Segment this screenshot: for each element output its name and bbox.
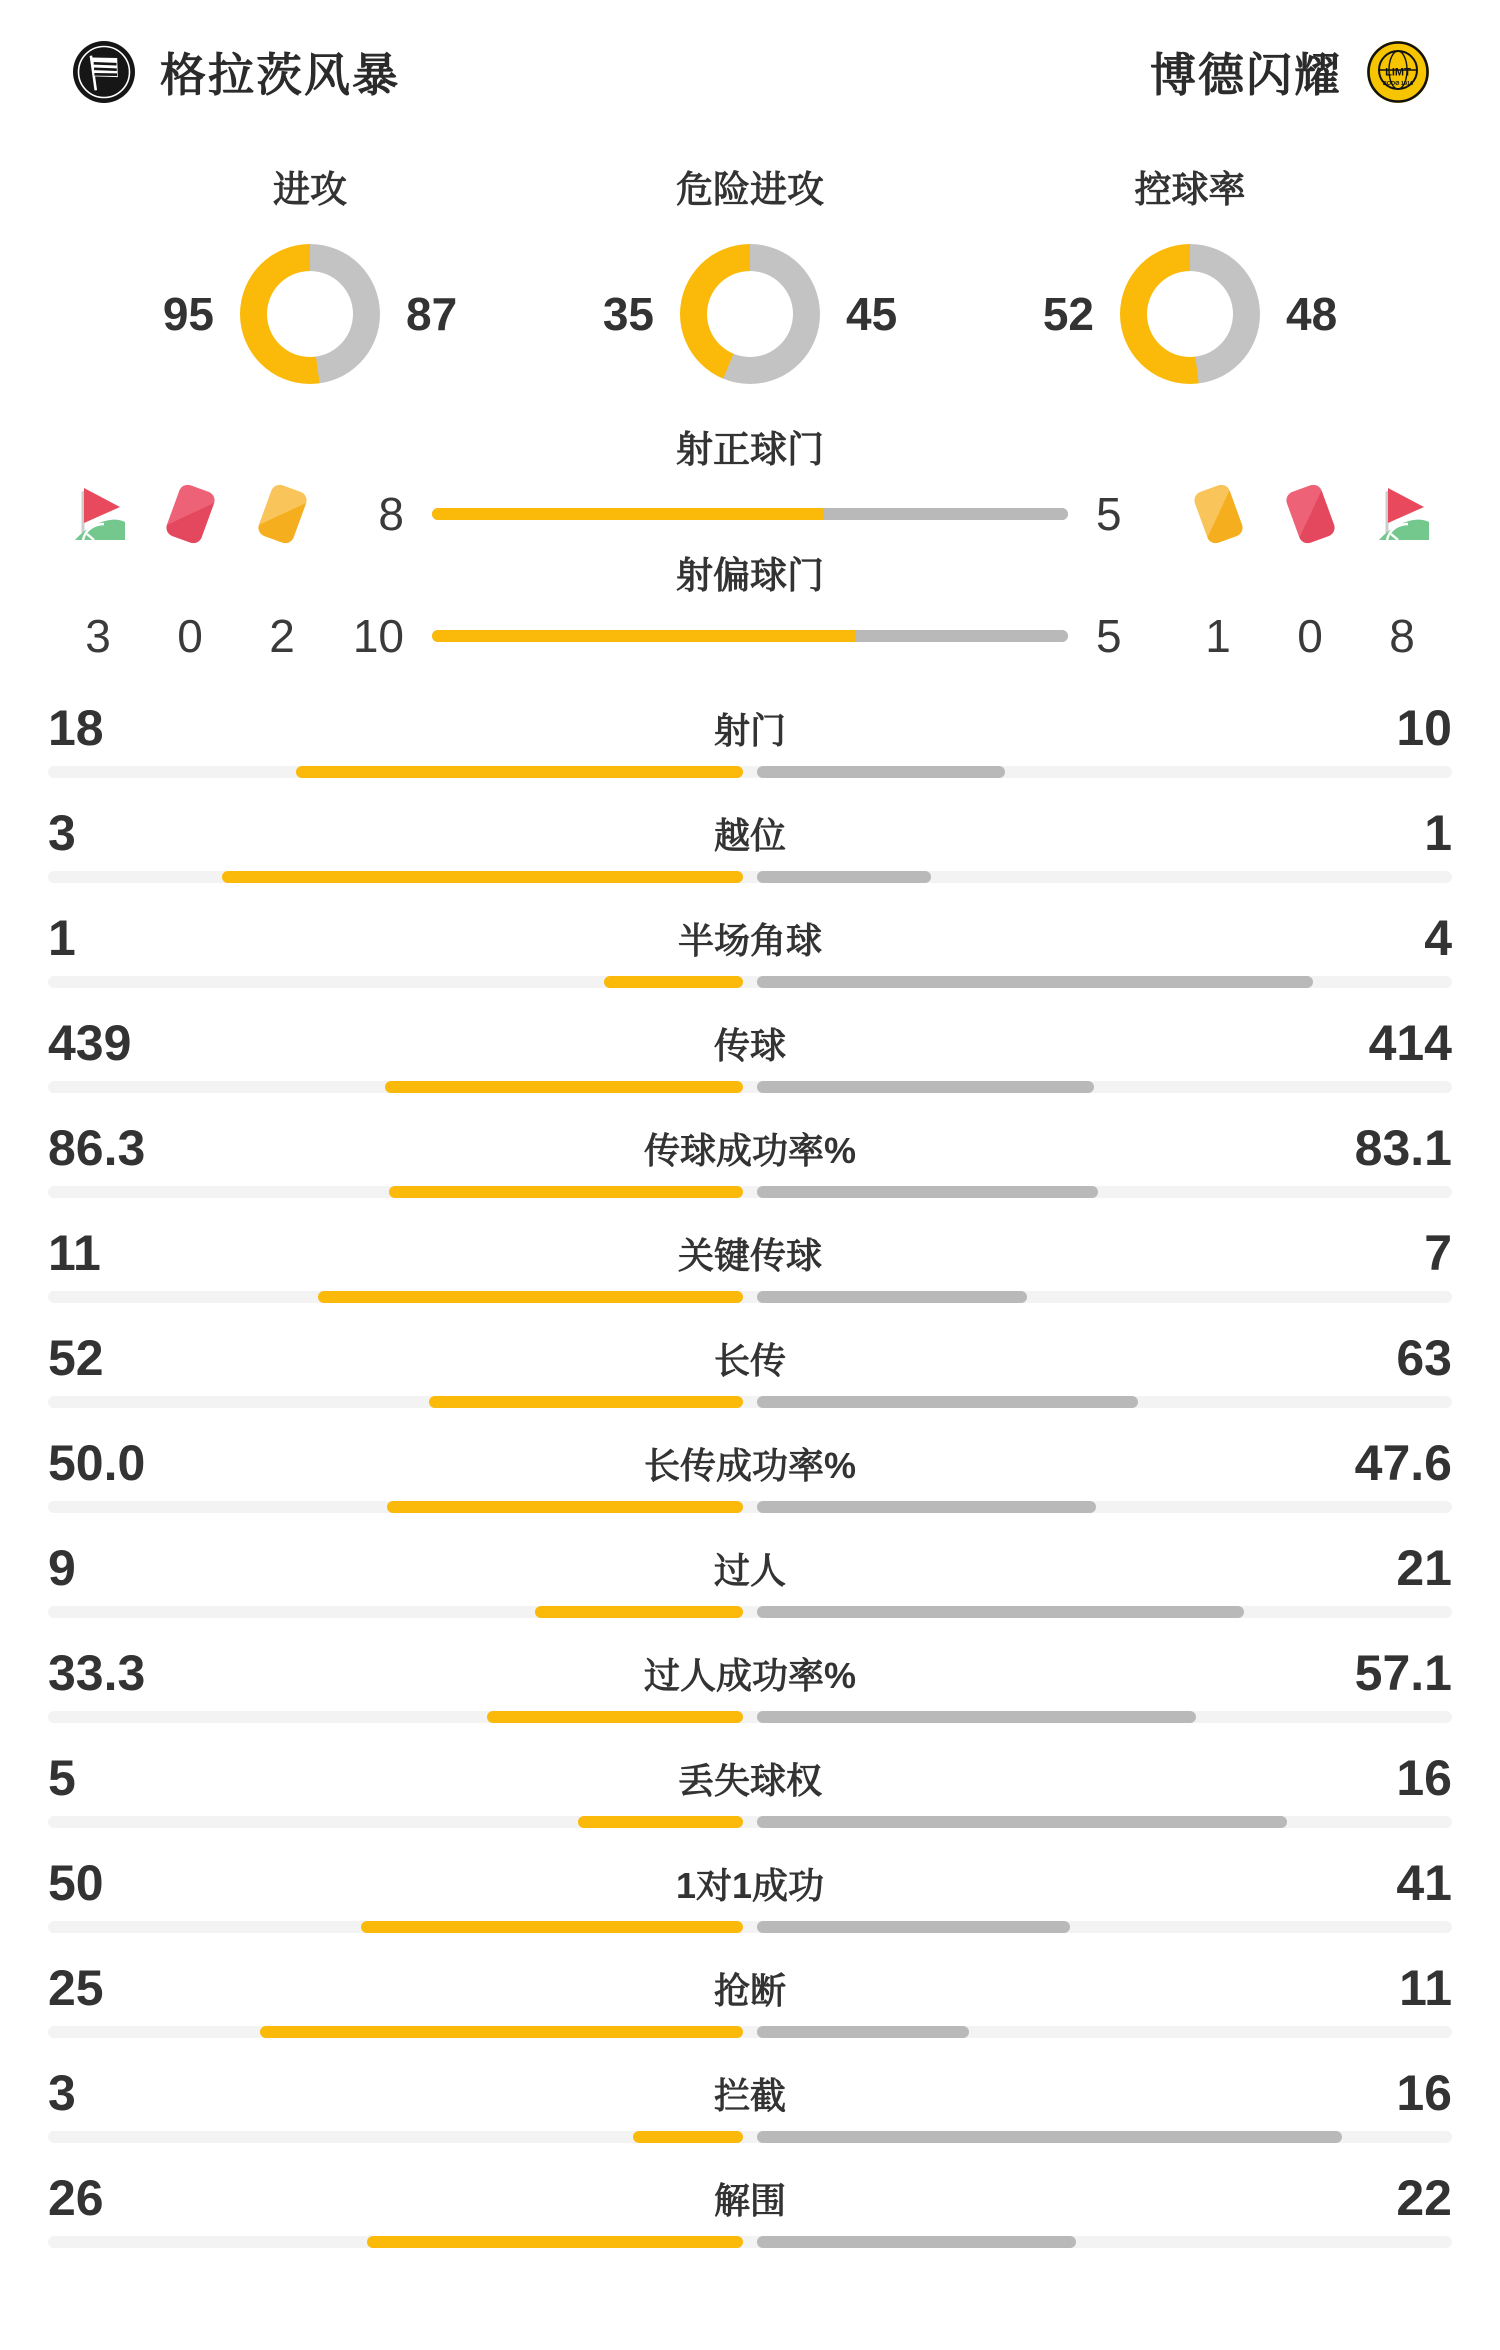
- stat-home-value: 86.3: [48, 1120, 146, 1176]
- shots-on-target-row: [0, 482, 1500, 546]
- stat-away-value: 83.1: [1354, 1120, 1452, 1176]
- away-bar-segment: [757, 1606, 1244, 1618]
- away-bar-segment: [757, 871, 931, 883]
- away-yellow-card-count: 1: [1205, 610, 1231, 662]
- stat-label: 越位: [713, 814, 786, 856]
- away-team[interactable]: [1150, 39, 1430, 105]
- stat-bar-track: [48, 2026, 1452, 2038]
- stat-bar-track: [48, 1186, 1452, 1198]
- away-shots-on-target: 5: [1096, 488, 1122, 540]
- home-bar-segment: [385, 1081, 743, 1093]
- away-bar-segment: [757, 1711, 1196, 1723]
- home-bar-segment: [487, 1711, 743, 1723]
- shots-off-target-bar: [432, 630, 1068, 642]
- stat-label: 1对1成功: [675, 1864, 825, 1906]
- away-team-name: 博德闪耀: [1150, 49, 1342, 101]
- home-team-logo: [72, 40, 136, 104]
- corner-flag-icon: [52, 483, 144, 545]
- stat-away-value: 4: [1424, 910, 1452, 966]
- home-bar-segment: [260, 2026, 743, 2038]
- stat-bar-track: [48, 1816, 1452, 1828]
- stat-row: [48, 1944, 1452, 2049]
- home-bar-segment: [387, 1501, 743, 1513]
- away-bar-segment: [757, 1396, 1138, 1408]
- stat-home-value: 3: [48, 805, 76, 861]
- stat-away-value: 16: [1396, 1750, 1452, 1806]
- home-corner-count: 3: [85, 610, 111, 662]
- stat-home-value: 18: [48, 700, 104, 756]
- stat-bar-track: [48, 871, 1452, 883]
- stat-label: 解围: [713, 2179, 786, 2221]
- home-shots-off-target: 10: [352, 610, 404, 662]
- home-bar-segment: [535, 1606, 744, 1618]
- stat-away-value: 21: [1396, 1540, 1452, 1596]
- stat-label: 传球成功率%: [643, 1129, 856, 1171]
- stat-home-value: 33.3: [48, 1645, 146, 1701]
- away-bar-segment: [757, 1291, 1027, 1303]
- stat-bar-track: [48, 1711, 1452, 1723]
- stat-home-value: 439: [48, 1015, 132, 1071]
- stat-home-value: 5: [48, 1750, 76, 1806]
- stat-bar-track: [48, 1501, 1452, 1513]
- stat-bar-track: [48, 1921, 1452, 1933]
- donut-home-value: 52: [1042, 288, 1094, 340]
- stat-row: [48, 1734, 1452, 1839]
- stat-bar-track: [48, 1291, 1452, 1303]
- home-bar-segment: [633, 2131, 743, 2143]
- stat-label: 丢失球权: [677, 1759, 822, 1801]
- home-bar-segment: [389, 1186, 743, 1198]
- donut-home-value: 95: [162, 288, 214, 340]
- stat-row: [48, 1629, 1452, 1734]
- stat-label: 过人成功率%: [643, 1654, 856, 1696]
- stat-home-value: 1: [48, 910, 76, 966]
- donut-label: 危险进攻: [676, 169, 824, 210]
- stat-away-value: 414: [1368, 1015, 1452, 1071]
- home-bar-segment: [578, 1816, 743, 1828]
- shots-off-target-row: [0, 604, 1500, 668]
- stat-row: [48, 1314, 1452, 1419]
- yellow-card-icon: [236, 487, 328, 541]
- donut-chart: [970, 168, 1410, 384]
- stat-label: 长传: [713, 1339, 786, 1381]
- stats-list: [0, 684, 1500, 2259]
- shots-off-target-title: 射偏球门: [676, 555, 824, 596]
- home-bar-segment: [432, 630, 856, 642]
- stat-row: [48, 999, 1452, 1104]
- home-bar-segment: [429, 1396, 743, 1408]
- red-card-icon: [144, 487, 236, 541]
- home-yellow-card-count: 2: [269, 610, 295, 662]
- stat-row: [48, 1104, 1452, 1209]
- stat-label: 关键传球: [677, 1234, 822, 1276]
- away-bar-segment: [823, 508, 1068, 520]
- home-red-card-count: 0: [177, 610, 203, 662]
- donut-ring: [240, 244, 380, 384]
- stat-away-value: 1: [1424, 805, 1452, 861]
- donut-ring: [680, 244, 820, 384]
- donut-away-value: 87: [406, 288, 458, 340]
- away-bar-segment: [757, 2026, 969, 2038]
- stat-label: 长传成功率%: [643, 1444, 856, 1486]
- stat-row: [48, 2049, 1452, 2154]
- stat-home-value: 26: [48, 2170, 104, 2226]
- home-bar-segment: [432, 508, 823, 520]
- donut-chart: [530, 168, 970, 384]
- stat-home-value: 9: [48, 1540, 76, 1596]
- home-bar-segment: [222, 871, 743, 883]
- home-bar-segment: [318, 1291, 743, 1303]
- home-bar-segment: [367, 2236, 743, 2248]
- stat-row: [48, 1839, 1452, 1944]
- stat-bar-track: [48, 766, 1452, 778]
- away-team-logo: [1366, 40, 1430, 104]
- donut-chart: [90, 168, 530, 384]
- stat-away-value: 22: [1396, 2170, 1452, 2226]
- donut-away-value: 48: [1286, 288, 1338, 340]
- stat-away-value: 16: [1396, 2065, 1452, 2121]
- corner-flag-icon: [1356, 483, 1448, 545]
- stat-away-value: 7: [1424, 1225, 1452, 1281]
- stat-row: [48, 684, 1452, 789]
- away-red-card-count: 0: [1297, 610, 1323, 662]
- away-shots-off-target: 5: [1096, 610, 1122, 662]
- away-bar-segment: [757, 2131, 1342, 2143]
- stat-away-value: 47.6: [1354, 1435, 1452, 1491]
- stat-bar-track: [48, 1396, 1452, 1408]
- stat-row: [48, 789, 1452, 894]
- match-header: [0, 0, 1500, 104]
- away-bar-segment: [757, 1081, 1094, 1093]
- away-bar-segment: [757, 1921, 1070, 1933]
- stat-away-value: 11: [1399, 1960, 1452, 2016]
- stat-row: [48, 894, 1452, 999]
- stat-row: [48, 2154, 1452, 2259]
- overview-donut-charts: [0, 168, 1500, 384]
- stat-away-value: 57.1: [1354, 1645, 1452, 1701]
- stat-home-value: 52: [48, 1330, 104, 1386]
- home-bar-segment: [361, 1921, 743, 1933]
- away-bar-segment: [757, 1186, 1098, 1198]
- stat-bar-track: [48, 1606, 1452, 1618]
- stat-label: 传球: [713, 1024, 786, 1066]
- stat-label: 拦截: [713, 2074, 786, 2116]
- yellow-card-icon: [1172, 487, 1264, 541]
- stat-home-value: 3: [48, 2065, 76, 2121]
- away-bar-segment: [757, 2236, 1076, 2248]
- away-bar-segment: [757, 1501, 1096, 1513]
- shots-on-target-title: 射正球门: [676, 429, 824, 470]
- away-bar-segment: [856, 630, 1068, 642]
- stat-home-value: 50.0: [48, 1435, 146, 1491]
- stat-row: [48, 1419, 1452, 1524]
- donut-home-value: 35: [602, 288, 654, 340]
- stat-home-value: 11: [48, 1225, 101, 1281]
- stat-home-value: 50: [48, 1855, 104, 1911]
- shots-on-target-bar: [432, 508, 1068, 520]
- home-bar-segment: [604, 976, 743, 988]
- stat-bar-track: [48, 976, 1452, 988]
- stat-away-value: 10: [1396, 700, 1452, 756]
- home-team[interactable]: [72, 39, 400, 105]
- donut-label: 进攻: [273, 169, 347, 210]
- home-bar-segment: [296, 766, 743, 778]
- away-bar-segment: [757, 766, 1005, 778]
- away-bar-segment: [757, 976, 1313, 988]
- donut-ring: [1120, 244, 1260, 384]
- stat-home-value: 25: [48, 1960, 104, 2016]
- red-card-icon: [1264, 487, 1356, 541]
- stat-label: 半场角球: [677, 919, 822, 961]
- stat-away-value: 63: [1396, 1330, 1452, 1386]
- stat-away-value: 41: [1396, 1855, 1452, 1911]
- stat-row: [48, 1209, 1452, 1314]
- stat-bar-track: [48, 1081, 1452, 1093]
- home-shots-on-target: 8: [378, 488, 404, 540]
- stat-bar-track: [48, 2236, 1452, 2248]
- home-team-name: 格拉茨风暴: [160, 49, 400, 101]
- svg-text:BODØ 1916: BODØ 1916: [1382, 81, 1414, 87]
- stat-row: [48, 1524, 1452, 1629]
- stat-label: 射门: [713, 709, 786, 751]
- stat-label: 抢断: [713, 1969, 786, 2011]
- stat-label: 过人: [713, 1549, 786, 1591]
- stat-bar-track: [48, 2131, 1452, 2143]
- away-corner-count: 8: [1389, 610, 1415, 662]
- svg-text:LIMT: LIMT: [1385, 66, 1411, 79]
- away-bar-segment: [757, 1816, 1287, 1828]
- donut-away-value: 45: [846, 288, 898, 340]
- shots-and-cards-section: [0, 428, 1500, 668]
- donut-label: 控球率: [1134, 169, 1246, 210]
